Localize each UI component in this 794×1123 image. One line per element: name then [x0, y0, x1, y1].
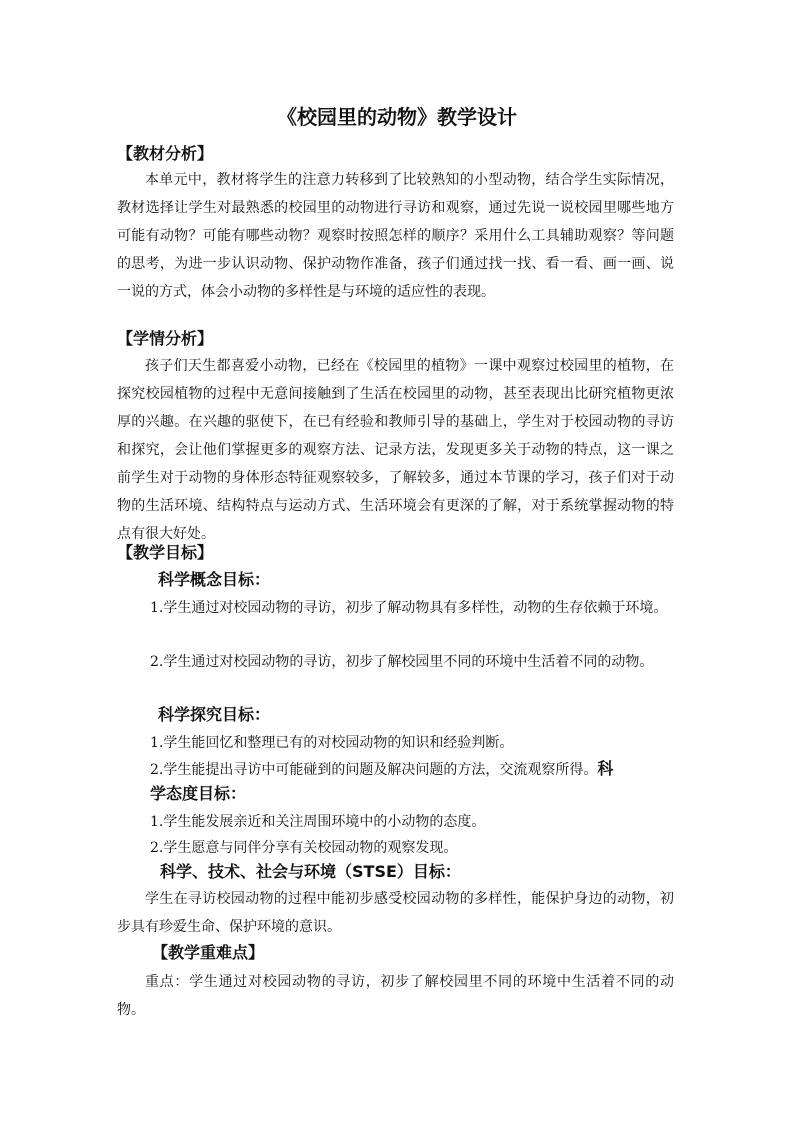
- section-heading-goals: 【教学目标】: [117, 543, 214, 562]
- attitude-goal-item-2: 2.学生愿意与同伴分享有关校园动物的观察发现。: [150, 840, 458, 856]
- concept-goal-item-1: 1.学生通过对校园动物的寻访，初步了解动物具有多样性，动物的生存依赖于环境。: [150, 600, 668, 616]
- subheading-attitude-goals-rest: 学态度目标：: [150, 784, 247, 803]
- document-title: 《校园里的动物》教学设计: [277, 105, 517, 129]
- inquiry-goal-item-2-text: 2.学生能提出寻访中可能碰到的问题及解决问题的方法，交流观察所得。: [150, 762, 598, 778]
- inquiry-goal-item-1: 1.学生能回忆和整理已有的对校园动物的知识和经验判断。: [150, 735, 514, 751]
- concept-goal-item-2: 2.学生通过对校园动物的寻访，初步了解校园里不同的环境中生活着不同的动物。: [150, 654, 654, 670]
- paragraph-key-points: 重点：学生通过对校园动物的寻访，初步了解校园里不同的环境中生活着不同的动物。: [117, 974, 674, 1018]
- paragraph-stse-goals: 学生在寻访校园动物的过程中能初步感受校园动物的多样性，能保护身边的动物，初步具有珍爱生命、保护环境的意识。: [117, 891, 674, 935]
- section-heading-key-points: 【教学重难点】: [152, 943, 265, 962]
- subheading-stse-goals: 科学、技术、社会与环境（STSE）目标：: [160, 862, 461, 881]
- subheading-inquiry-goals: 科学探究目标：: [158, 705, 271, 724]
- subheading-concept-goals: 科学概念目标：: [158, 570, 271, 589]
- section-heading-students: 【学情分析】: [117, 329, 214, 348]
- attitude-goal-item-1: 1.学生能发展亲近和关注周围环境中的小动物的态度。: [150, 814, 486, 830]
- subheading-attitude-goals-start: 科: [597, 759, 614, 778]
- inquiry-goal-item-2: [117, 755, 674, 784]
- section-heading-textbook: 【教材分析】: [117, 144, 214, 163]
- paragraph-student-analysis: 孩子们天生都喜爱小动物，已经在《校园里的植物》一课中观察过校园里的植物，在探究校园植物的过程中无意间接触到了生活在校园里的动物，甚至表现出比研究植物更浓厚的兴趣。在兴趣的驱使下，在已有经验和教师引导的基础上，学生对于校园动物的寻访和探究，会让他们掌握更多的观察方法、记录方法，发现更多关于动物的特点，这一课之前学生对于动物的身体形态特征观察较多，了解较多，通过本节课的学习，孩子们对于动物的生活环境、结构特点与运动方式、生活环境会有更深的了解，对于系统掌握动物的特点有很大好处。: [117, 358, 674, 542]
- paragraph-textbook-analysis: 本单元中，教材将学生的注意力转移到了比较熟知的小型动物，结合学生实际情况，教材选择让学生对最熟悉的校园里的动物进行寻访和观察，通过先说一说校园里哪些地方可能有动物？可能有哪些动物？观察时按照怎样的顺序？采用什么工具辅助观察？等问题的思考，为进一步认识动物、保护动物作准备，孩子们通过找一找、看一看、画一画、说一说的方式，体会小动物的多样性是与环境的适应性的表现。: [117, 172, 674, 300]
